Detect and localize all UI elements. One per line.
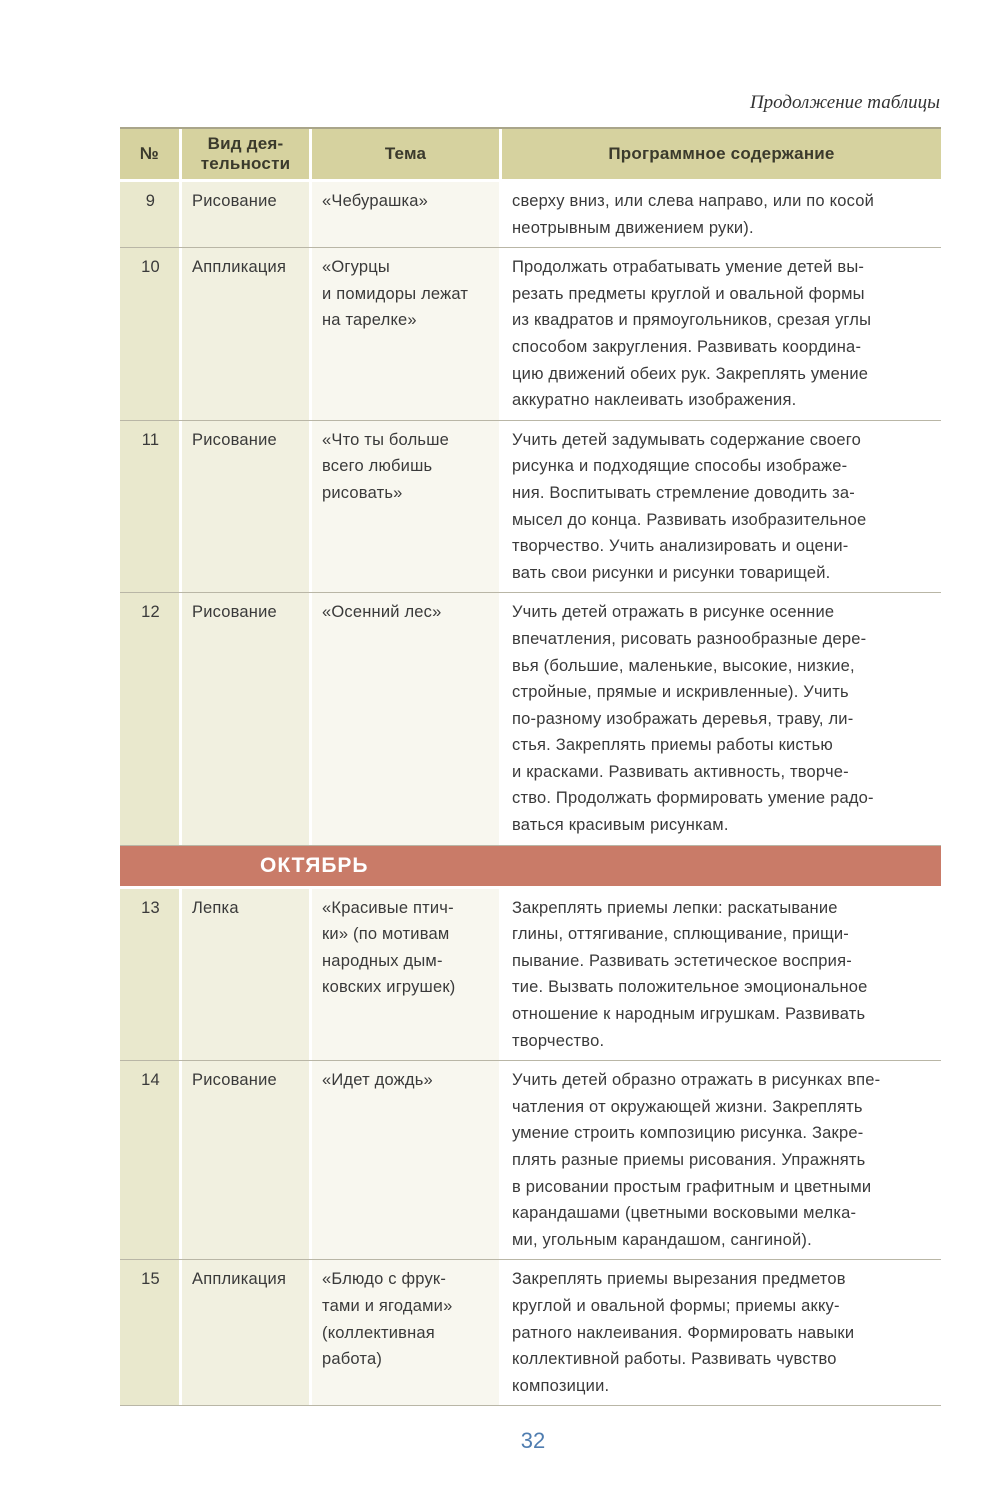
- cell-content: Учить детей образно отражать в рисунках впе- чатления от окружающей жизни. Закреплять умение строить композицию рисунка. Закре- плять разные приемы рисования. Упражнять в рисовании простым графитным и цветными карандашами (цветными восковыми мелка- ми, угольным карандашом, сангиной).: [502, 1061, 941, 1259]
- cell-num: 10: [120, 248, 182, 420]
- cell-theme: «Что ты больше всего любишь рисовать»: [312, 421, 502, 593]
- table-row: [120, 182, 941, 248]
- continuation-label: Продолжение таблицы: [749, 92, 940, 113]
- month-october: ОКТЯБРЬ: [120, 846, 941, 889]
- header-num: №: [120, 129, 182, 179]
- table-row: [120, 1260, 941, 1406]
- cell-num: 13: [120, 889, 182, 1061]
- cell-theme: «Осенний лес»: [312, 593, 502, 844]
- cell-theme: «Блюдо с фрук- тами и ягодами» (коллективная работа): [312, 1260, 502, 1405]
- table-row: [120, 248, 941, 421]
- cell-type: Рисование: [182, 593, 312, 844]
- cell-num: 15: [120, 1260, 182, 1405]
- cell-type: Рисование: [182, 182, 312, 247]
- cell-content: Закреплять приемы лепки: раскатывание глины, оттягивание, сплющивание, прищи- пывание. Развивать эстетическое восприя- тие. Вызвать положительное эмоциональное отношение к народным игрушкам. Развивать творчество.: [502, 889, 941, 1061]
- cell-theme: «Идет дождь»: [312, 1061, 502, 1259]
- page-number: 32: [520, 1428, 546, 1454]
- cell-num: 9: [120, 182, 182, 247]
- cell-type: Рисование: [182, 1061, 312, 1259]
- header-type: Вид дея- тельности: [182, 129, 312, 179]
- cell-content: Закреплять приемы вырезания предметов круглой и овальной формы; приемы акку- ратного наклеивания. Формировать навыки коллективной работы. Развивать чувство композиции.: [502, 1260, 941, 1405]
- cell-content: сверху вниз, или слева направо, или по косой неотрывным движением руки).: [502, 182, 941, 247]
- table-row: [120, 889, 941, 1062]
- table-row: [120, 421, 941, 594]
- table-row: [120, 593, 941, 845]
- cell-theme: «Чебурашка»: [312, 182, 502, 247]
- cell-type: Рисование: [182, 421, 312, 593]
- cell-num: 11: [120, 421, 182, 593]
- cell-content: Продолжать отрабатывать умение детей вы- резать предметы круглой и овальной формы из квадратов и прямоугольников, срезая углы способом закругления. Развивать координа- цию движений обеих рук. Закреплять умение аккуратно наклеивать изображения.: [502, 248, 941, 420]
- header-theme: Тема: [312, 129, 502, 179]
- cell-theme: «Огурцы и помидоры лежат на тарелке»: [312, 248, 502, 420]
- cell-content: Учить детей задумывать содержание своего рисунка и подходящие способы изображе- ния. Воспитывать стремление доводить за- мысел до конца. Развивать изобразительное творчество. Учить анализировать и оцени- вать свои рисунки и рисунки товарищей.: [502, 421, 941, 593]
- table-header: [120, 127, 941, 182]
- program-table: [120, 0, 941, 1406]
- cell-content: Учить детей отражать в рисунке осенние впечатления, рисовать разнообразные дере- вья (большие, маленькие, высокие, низкие, стройные, прямые и искривленные). Учить по-разному изображать деревья, траву, ли- стья. Закреплять приемы работы кистью и красками. Развивать активность, творче- ство. Продолжать формировать умение радо- ваться красивым рисункам.: [502, 593, 941, 844]
- cell-type: Аппликация: [182, 1260, 312, 1405]
- cell-type: Лепка: [182, 889, 312, 1061]
- cell-type: Аппликация: [182, 248, 312, 420]
- header-content: Программное содержание: [502, 129, 941, 179]
- cell-num: 12: [120, 593, 182, 844]
- cell-num: 14: [120, 1061, 182, 1259]
- table-row: [120, 1061, 941, 1260]
- cell-theme: «Красивые птич- ки» (по мотивам народных дым- ковских игрушек): [312, 889, 502, 1061]
